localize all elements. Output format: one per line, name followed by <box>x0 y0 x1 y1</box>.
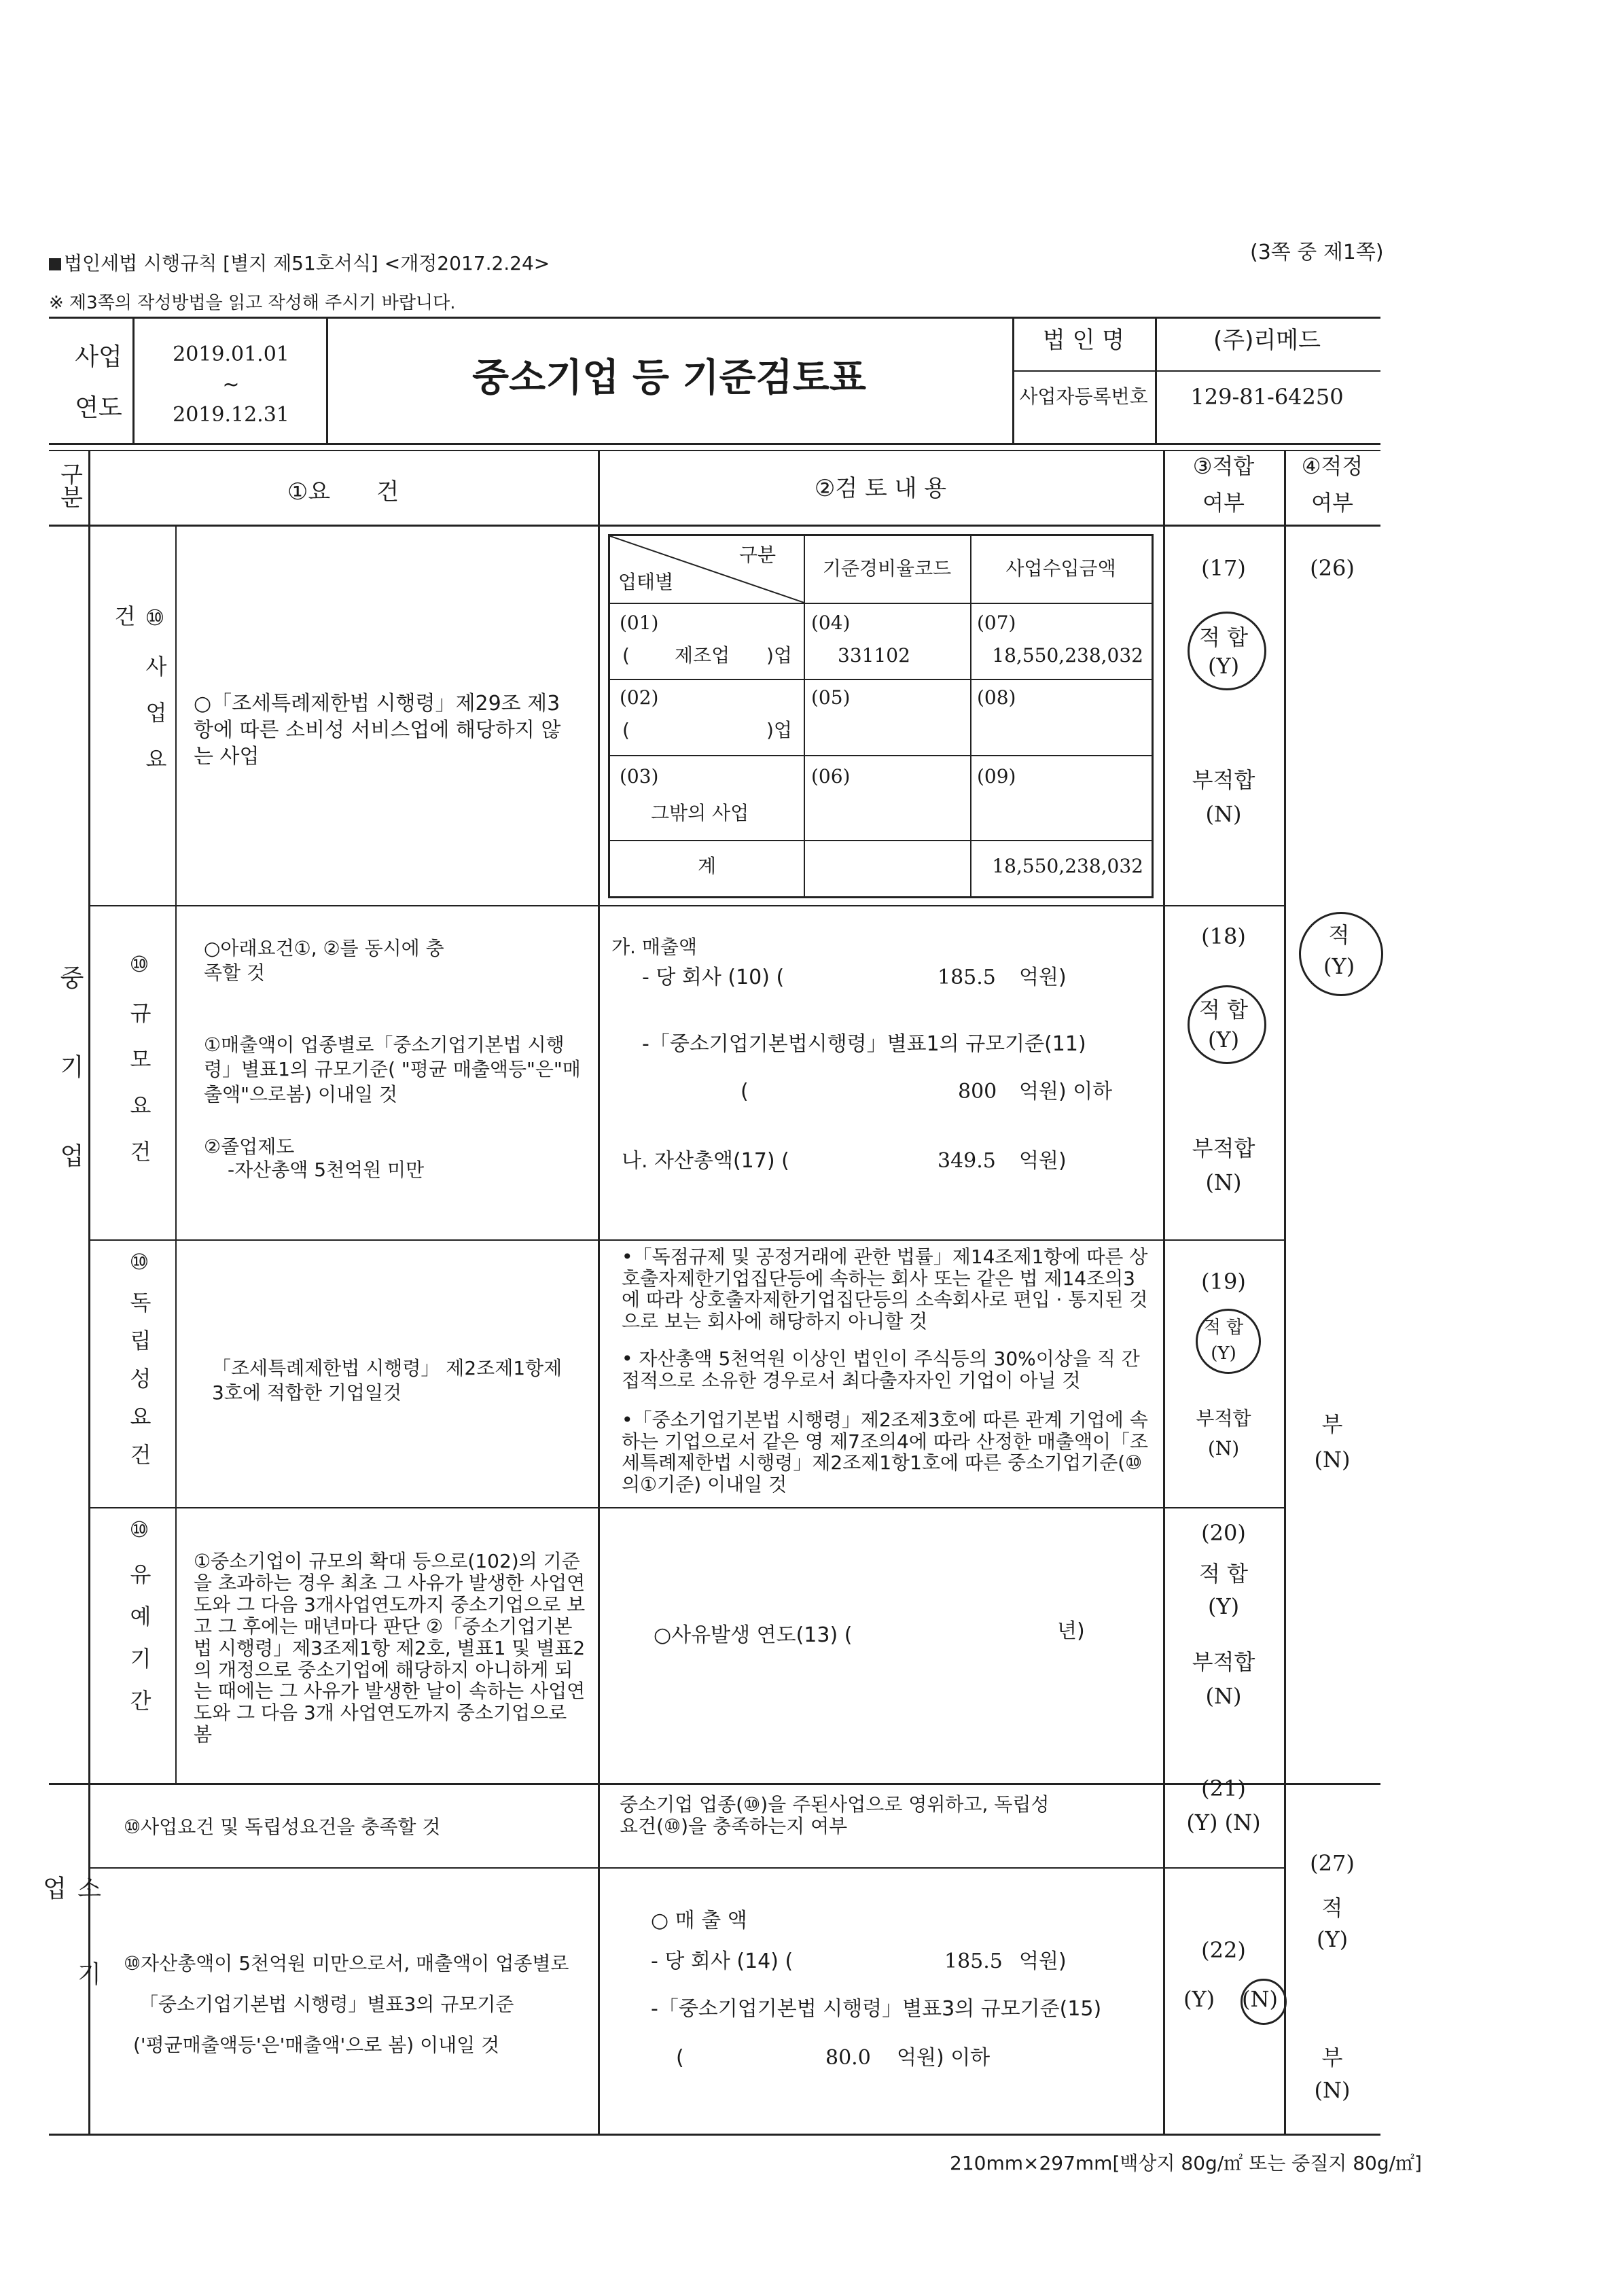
row104-fit-no-label: 부적합 <box>1192 1649 1255 1675</box>
year-label-1: 사업 <box>75 343 122 371</box>
divider <box>610 840 1152 841</box>
col-proper-1: ④적정 <box>1301 453 1363 479</box>
proper-small-yes-y: (Y) <box>1316 1926 1349 1952</box>
tbl-r2-code-no: (05) <box>811 686 851 709</box>
bottom-rule <box>49 2134 1380 2136</box>
row106-req-2: 「중소기업기본법 시행령」별표3의 규모기준 <box>139 1993 514 2015</box>
row102-fit-yes: 적 합 <box>1199 997 1248 1023</box>
row102-fit-no-n: (N) <box>1205 1169 1242 1195</box>
row102-rev-b: 나. 자산총액(17) ( <box>622 1149 789 1173</box>
tbl-r3-code-no: (06) <box>811 765 851 788</box>
row103-rev-3: •「중소기업기본법 시행령」제2조제3호에 따른 관계 기업에 속하는 기업으로서 같은 영 제7조의4에 따라 산정한 매출액이「조세특례제한법 시행령」제2조제1항1호에 따른 중소기업기준(⑩의①기준) 이내일 것 <box>622 1409 1149 1496</box>
row103-fit-yes: 적 합 <box>1203 1318 1244 1338</box>
row104-fit-yes-y: (Y) <box>1207 1593 1240 1619</box>
biz-no-label: 사업자등록번호 <box>1019 385 1148 408</box>
tbl-header-col3: 사업수입금액 <box>1005 557 1116 580</box>
row103-fit-yes-y: (Y) <box>1211 1343 1236 1364</box>
col-review: ②검 토 내 용 <box>814 475 947 502</box>
col-divider <box>1284 450 1286 2135</box>
proper-sme-mark: 적 <box>1328 922 1350 948</box>
row102-rev-a3-val: 800 <box>958 1080 997 1103</box>
row102-rev-a: 가. 매출액 <box>611 936 697 958</box>
row102-rev-a1: - 당 회사 (10) ( <box>642 966 785 989</box>
row102-rev-a3-open: ( <box>741 1080 749 1103</box>
row101-fit-no-n: (N) <box>1205 801 1242 827</box>
proper-indep-no: 부 <box>1321 1411 1343 1437</box>
tbl-r2-no: (02) <box>620 686 659 709</box>
row104-fit-no: (20) <box>1201 1520 1246 1546</box>
row102-label: ⑩규모요건 <box>126 951 152 1186</box>
row103-fit-no-n: (N) <box>1207 1437 1240 1460</box>
row102-fit-no-label: 부적합 <box>1192 1135 1255 1161</box>
title-bottom-rule <box>49 443 1380 445</box>
corp-name: (주)리메드 <box>1213 327 1321 354</box>
divider <box>610 679 1152 680</box>
tbl-r3-name: 그밖의 사업 <box>651 802 749 824</box>
tbl-header-col2: 기준경비율코드 <box>822 557 952 580</box>
col-proper-2: 여부 <box>1311 490 1353 516</box>
row102-req-2: ①매출액이 업종별로「중소기업기본법 시행령」별표1의 규모기준( "평균 매출액등"은"매출액"으로봄) 이내일 것 <box>204 1034 581 1106</box>
biz-no: 129-81-64250 <box>1190 384 1344 410</box>
tbl-r1-name: 제조업 <box>675 644 730 667</box>
row104-review-unit: 년) <box>1057 1619 1085 1643</box>
row106-rev-2-val: 185.5 <box>944 1949 1003 1973</box>
row103-fit-no-label: 부적합 <box>1196 1407 1251 1430</box>
writing-note: ※ 제3쪽의 작성방법을 읽고 작성해 주시기 바랍니다. <box>49 293 456 313</box>
corp-name-label: 법 인 명 <box>1042 327 1125 354</box>
tbl-total-label: 계 <box>697 855 717 877</box>
col-fit-1: ③적합 <box>1192 453 1255 479</box>
row105-fit-no: (21) <box>1201 1776 1246 1801</box>
row104-label: ⑩유예기간 <box>126 1517 152 1731</box>
tbl-r1-code: 331102 <box>838 644 910 667</box>
divider <box>610 755 1152 756</box>
row106-fit-y: (Y) <box>1183 1986 1215 2012</box>
row103-rev-1: •「독점규제 및 공정거래에 관한 법률」제14조제1항에 따른 상호출자제한기업집단등에 속하는 회사 또는 같은 법 제14조의3에 따라 상호출자제한기업집단등의 소속회사로 편입 · 통지된 것으로 보는 회사에 해당하지 아니할 것 <box>622 1246 1148 1332</box>
row102-rev-a1-val: 185.5 <box>938 966 996 989</box>
section-small: 소기업 <box>39 1875 101 2047</box>
col-fit-2: 여부 <box>1202 490 1245 516</box>
row106-rev-4-val: 80.0 <box>825 2046 871 2070</box>
period-end: 2019.12.31 <box>173 403 289 427</box>
proper-small-no-n: (N) <box>1314 2077 1351 2103</box>
row106-rev-3: -「중소기업기본법 시행령」별표3의 규모기준(15) <box>651 1997 1102 2021</box>
period-tilde: ~ <box>222 373 240 397</box>
row105-review: 중소기업 업종(⑩)을 주된사업으로 영위하고, 독립성요건(⑩)을 충족하는지 여부 <box>620 1793 1050 1838</box>
col-divider <box>175 525 177 1783</box>
divider <box>1012 370 1380 372</box>
page-title: 중소기업 등 기준검토표 <box>472 356 866 400</box>
business-type-table <box>608 534 1154 898</box>
tbl-r1-no: (01) <box>620 612 659 634</box>
col-requirement: ①요 건 <box>287 478 399 506</box>
row103-rev-2: • 자산총액 5천억원 이상인 법인이 주식등의 30%이상을 직 간접적으로 소유한 경우로서 최다출자자인 기업이 아닐 것 <box>622 1347 1140 1392</box>
row105-requirement: ⑩사업요건 및 독립성요건을 충족할 것 <box>124 1816 441 1838</box>
row104-review: ○사유발생 연도(13) ( <box>654 1623 853 1647</box>
tbl-r1-close: )업 <box>766 644 792 667</box>
tbl-r3-no: (03) <box>620 765 659 788</box>
row106-fit-n: (N) <box>1242 1986 1278 2012</box>
row106-rev-1: ○ 매 출 액 <box>651 1909 747 1932</box>
tbl-total-amt: 18,550,238,032 <box>992 855 1143 877</box>
row106-rev-4-unit: 억원) 이하 <box>897 2046 991 2070</box>
row103-requirement: 「조세특례제한법 시행령」 제2조제1항제3호에 적합한 기업일것 <box>212 1357 563 1405</box>
row101-label: ⑩사업요건 <box>111 605 168 794</box>
square-bullet-icon <box>49 258 61 270</box>
divider <box>970 536 971 896</box>
form-reference: 법인세법 시행규칙 [별지 제51호서식] <개정2017.2.24> <box>49 253 550 275</box>
top-rule <box>49 317 1380 319</box>
row105-fit-yn: (Y) (N) <box>1186 1809 1261 1835</box>
proper-small-no-label: 부 <box>1321 2045 1343 2070</box>
row104-requirement: ①중소기업이 규모의 확대 등으로(102)의 기준을 초과하는 경우 최초 그 사유가 발생한 사업연도와 그 다음 3개사업연도까지 중소기업으로 보고 그 후에는 매년마다 판단 ②「중소기업기본법 시행령」제3조제1항 제2호, 별표1 및 별표2의 개정으로 중소기업에 해당하지 아니하게 되는 때에는 그 사유가 발생한 날이 속하는 사업연도와 그 다음 3개 사업연도까지 중소기업으로 봄 <box>194 1550 586 1746</box>
row102-rev-a1-unit: 억원) <box>1019 966 1067 989</box>
row-rule <box>88 1507 1284 1508</box>
tbl-r1-code-no: (04) <box>811 612 851 634</box>
row104-fit-yes: 적 합 <box>1199 1561 1248 1587</box>
col-category: 구분 <box>56 462 83 508</box>
row106-req-1: ⑩자산총액이 5천억원 미만으로서, 매출액이 업종별로 <box>124 1952 569 1975</box>
proper-small-yes: 적 <box>1321 1895 1343 1921</box>
row-rule <box>88 905 1284 906</box>
row101-fit-yes: 적 합 <box>1199 624 1248 650</box>
paper-spec: 210mm×297mm[백상지 80g/㎡ 또는 중질지 80g/㎡] <box>950 2152 1422 2174</box>
row102-rev-a3-unit: 억원) 이하 <box>1019 1080 1113 1103</box>
row101-proper-no: (26) <box>1310 555 1355 581</box>
row102-fit-no: (18) <box>1201 923 1246 949</box>
tbl-r1-amt: 18,550,238,032 <box>992 644 1143 667</box>
title-bottom-rule-2 <box>49 450 1380 451</box>
tbl-header-col1-top: 구분 <box>739 544 777 566</box>
row106-rev-2: - 당 회사 (14) ( <box>651 1949 793 1973</box>
row102-req-1: ○아래요건①, ②를 동시에 충족할 것 <box>204 937 444 985</box>
proper-small-no: (27) <box>1310 1850 1355 1876</box>
divider <box>610 603 1152 604</box>
row102-rev-a2: -「중소기업기본법시행령」별표1의 규모기준(11) <box>642 1032 1086 1056</box>
tbl-r2-close: )업 <box>766 719 792 741</box>
tbl-r2-open: ( <box>622 719 630 741</box>
row102-rev-b-unit: 억원) <box>1019 1149 1067 1173</box>
row106-req-3: ('평균매출액등'은'매출액'으로 봄) 이내일 것 <box>133 2034 500 2056</box>
divider <box>132 317 135 444</box>
row101-fit-no: (17) <box>1201 555 1246 581</box>
row106-rev-4-open: ( <box>676 2046 684 2070</box>
row101-fit-no-label: 부적합 <box>1192 767 1255 793</box>
row101-requirement: ○「조세특례제한법 시행령」제29조 제3항에 따른 소비성 서비스업에 해당하지 않는 사업 <box>194 692 561 769</box>
row103-fit-no: (19) <box>1201 1269 1246 1294</box>
row102-req-3: ②졸업제도 <box>204 1135 295 1158</box>
row101-fit-yes-y: (Y) <box>1207 653 1240 679</box>
section-sme: 중기업 <box>56 965 84 1232</box>
header-rule <box>49 525 1380 527</box>
tbl-r1-amt-no: (07) <box>977 612 1016 634</box>
row106-fit-no: (22) <box>1201 1937 1246 1963</box>
row-rule <box>88 1867 1284 1869</box>
row102-fit-yes-y: (Y) <box>1207 1027 1240 1053</box>
row104-fit-no-n: (N) <box>1205 1683 1242 1709</box>
period-start: 2019.01.01 <box>173 342 289 366</box>
row106-rev-2-unit: 억원) <box>1019 1949 1067 1973</box>
col-divider <box>598 450 600 2135</box>
row103-label: ⑩독립성요건 <box>126 1249 152 1481</box>
year-label-2: 연도 <box>75 394 122 422</box>
row102-rev-b-val: 349.5 <box>938 1149 996 1173</box>
tbl-r1-open: ( <box>622 644 630 667</box>
tbl-r3-amt-no: (09) <box>977 765 1016 788</box>
row-rule <box>88 1239 1284 1241</box>
tbl-header-col1-bottom: 업태별 <box>618 571 674 593</box>
page-info: (3쪽 중 제1쪽) <box>1250 241 1384 264</box>
row102-req-4: -자산총액 5천억원 미만 <box>228 1159 425 1181</box>
proper-sme-mark-y: (Y) <box>1323 953 1355 979</box>
tbl-r2-amt-no: (08) <box>977 686 1016 709</box>
proper-indep-no-n: (N) <box>1314 1447 1351 1472</box>
